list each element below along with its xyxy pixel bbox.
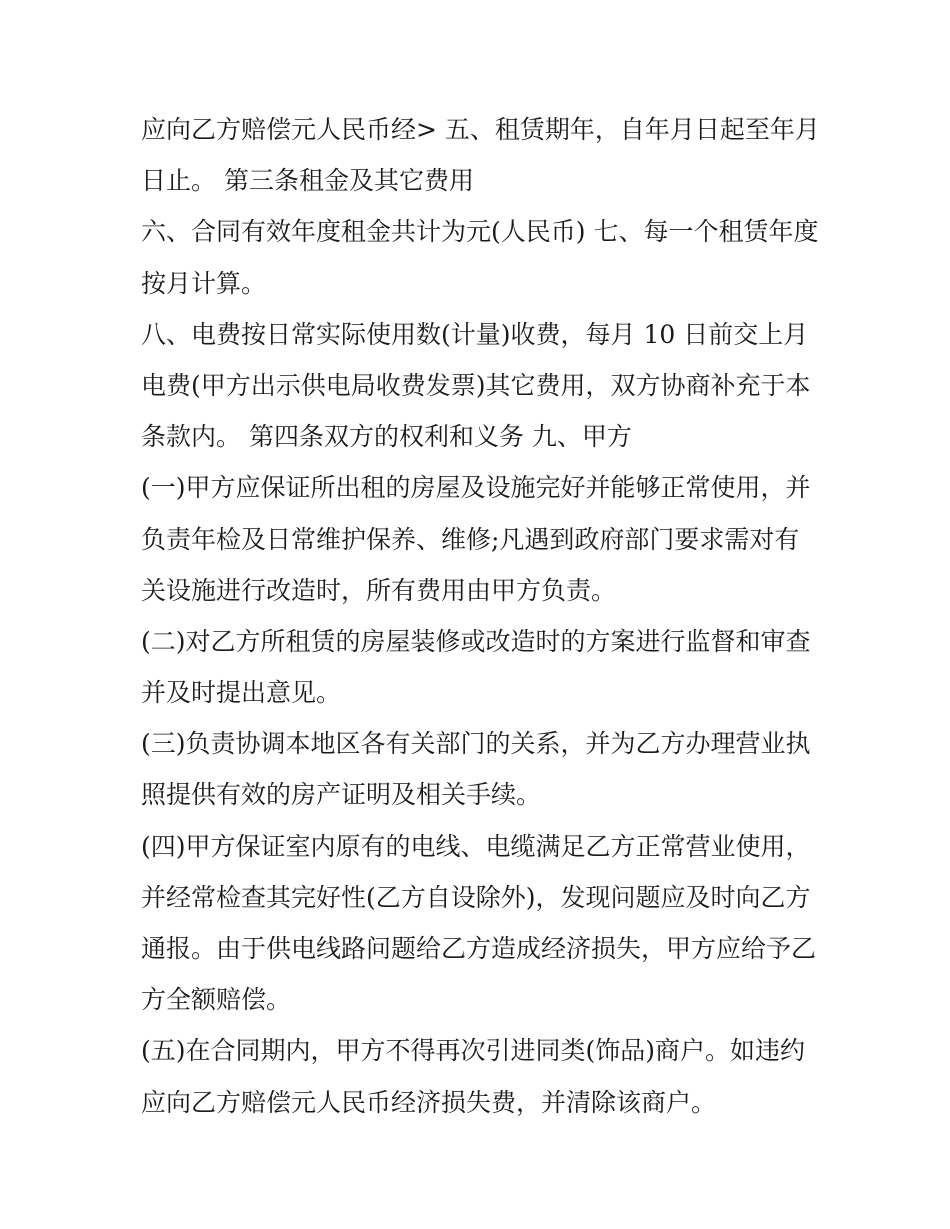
text-line: (一)甲方应保证所出租的房屋及设施完好并能够正常使用，并 bbox=[141, 473, 811, 503]
text-line: 负责年检及日常维护保养、维修;凡遇到政府部门要求需对有 bbox=[141, 524, 800, 554]
text-line: (三)负责协调本地区各有关部门的关系，并为乙方办理营业执 bbox=[141, 729, 811, 759]
text-line: 按月计算。 bbox=[141, 268, 267, 298]
text-line: (二)对乙方所租赁的房屋装修或改造时的方案进行监督和审查 bbox=[141, 626, 811, 656]
text-line: (五)在合同期内，甲方不得再次引进同类(饰品)商户。如违约 bbox=[141, 1036, 806, 1066]
text-line: 通报。由于供电线路问题给乙方造成经济损失，甲方应给予乙 bbox=[141, 934, 817, 963]
text-line: 条款内。 第四条双方的权利和义务 九、甲方 bbox=[141, 422, 632, 452]
text-line: 并经常检查其完好性(乙方自设除外)，发现问题应及时向乙方 bbox=[141, 882, 811, 912]
text-line: (四)甲方保证室内原有的电线、电缆满足乙方正常营业使用， bbox=[141, 831, 811, 861]
text-line: 方全额赔偿。 bbox=[141, 985, 292, 1015]
text-line: 日止。 第三条租金及其它费用 bbox=[141, 166, 474, 196]
text-line: 照提供有效的房产证明及相关手续。 bbox=[141, 780, 542, 810]
text-line: 八、电费按日常实际使用数(计量)收费，每月 10 日前交上月 bbox=[141, 319, 809, 349]
text-line: 电费(甲方出示供电局收费发票)其它费用，双方协商补充于本 bbox=[141, 370, 811, 400]
text-line: 应向乙方赔偿元人民币经济损失费，并清除该商户。 bbox=[141, 1087, 717, 1117]
text-line: 并及时提出意见。 bbox=[141, 678, 342, 708]
text-line: 应向乙方赔偿元人民币经> 五、租赁期年，自年月日起至年月 bbox=[141, 115, 820, 144]
document-body bbox=[141, 104, 821, 1128]
text-line: 六、合同有效年度租金共计为元(人民币) 七、每一个租赁年度 bbox=[141, 217, 819, 247]
text-line: 关设施进行改造时，所有费用由甲方负责。 bbox=[141, 575, 617, 605]
